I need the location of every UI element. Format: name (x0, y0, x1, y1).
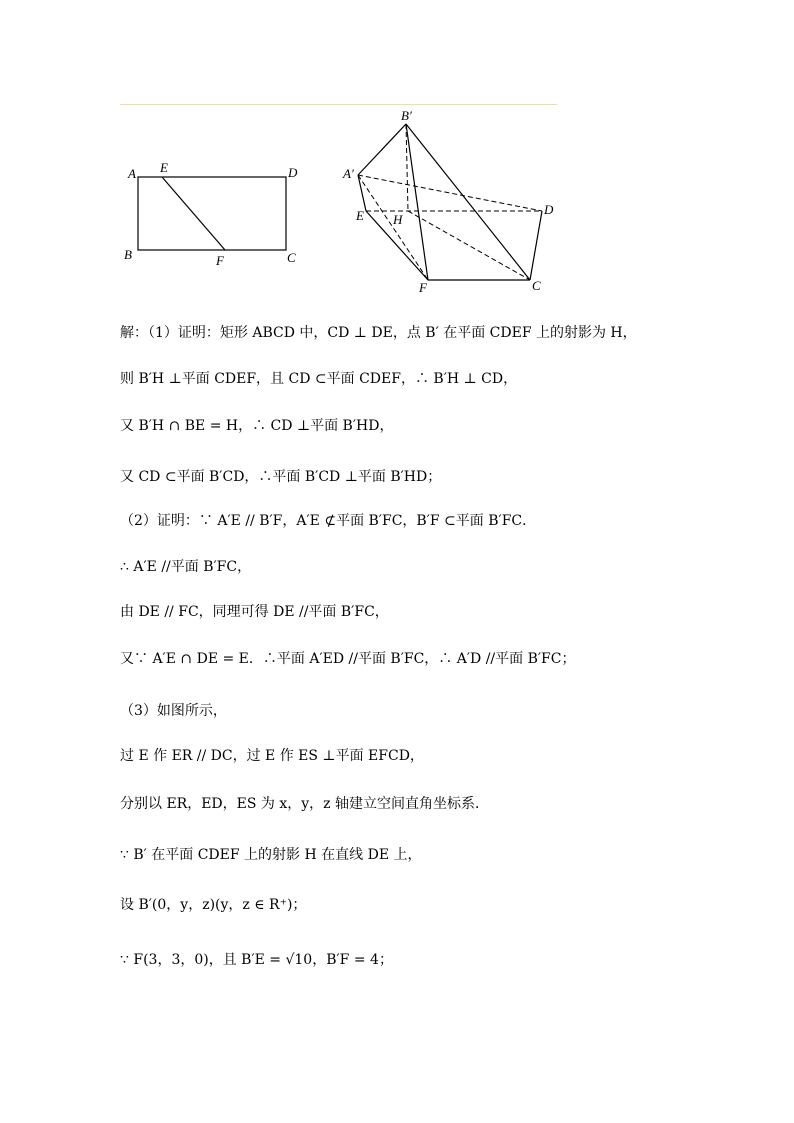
solution-line: 设 B′(0，y，z)(y，z ∈ R⁺)； (120, 897, 307, 913)
geometry-figures (0, 0, 794, 320)
solution-line: 由 DE // FC，同理可得 DE //平面 B′FC， (120, 604, 389, 620)
solid-hidden-edges (358, 124, 542, 280)
edge-a-e (358, 175, 366, 211)
solution-line: 分别以 ER，ED，ES 为 x，y，z 轴建立空间直角坐标系． (120, 796, 489, 812)
rectangle-labels (124, 160, 298, 268)
label-H: H (393, 212, 403, 227)
solution-line: ∵ F(3，3，0)，且 B′E = √10，B′F = 4； (120, 952, 393, 968)
solution-line: 又 CD ⊂平面 B′CD，∴平面 B′CD ⊥平面 B′HD； (120, 469, 442, 485)
solution-line: 则 B′H ⊥平面 CDEF，且 CD ⊂平面 CDEF，∴ B′H ⊥ CD， (120, 371, 518, 387)
rectangle-abcd (138, 177, 286, 250)
label-A-prime: A′ (343, 166, 354, 181)
edge-b-a (358, 124, 406, 175)
solid-labels (342, 108, 554, 295)
label-C: C (287, 250, 296, 265)
solid-figure (358, 124, 542, 280)
edge-c-d (530, 211, 542, 280)
solution-line: 又 B′H ∩ BE = H，∴ CD ⊥平面 B′HD， (120, 418, 394, 434)
label-B: B (124, 247, 132, 262)
solution-line: （2）证明：∵ A′E // B′F，A′E ⊄平面 B′FC，B′F ⊂平面 B′FC． (120, 513, 537, 529)
label-F: F (216, 253, 224, 268)
label-E-solid: E (356, 208, 364, 223)
label-F-solid: F (419, 280, 427, 295)
solution-line: ∴ A′E //平面 B′FC， (120, 559, 252, 575)
label-D: D (288, 165, 298, 180)
label-B-prime: B′ (401, 108, 412, 123)
solution-line: （3）如图所示， (120, 703, 227, 719)
solution-line: 解：（1）证明：矩形 ABCD 中，CD ⊥ DE，点 B′ 在平面 CDEF 上的射影为 H， (120, 325, 637, 341)
label-A: A (128, 166, 136, 181)
rectangle-figure (138, 177, 286, 250)
label-D-solid: D (544, 202, 554, 217)
solution-line: ∵ B′ 在平面 CDEF 上的射影 H 在直线 DE 上， (120, 847, 422, 863)
label-E: E (160, 160, 168, 175)
hidden-edge-a-d (358, 175, 542, 211)
hidden-edge-a-f (358, 175, 428, 280)
solution-line: 过 E 作 ER // DC，过 E 作 ES ⊥平面 EFCD， (120, 748, 424, 764)
solution-line: 又∵ A′E ∩ DE = E．∴平面 A′ED //平面 B′FC，∴ A′D //平面 B′FC； (120, 651, 576, 667)
segment-ef (162, 177, 225, 250)
label-C-solid: C (532, 278, 541, 293)
